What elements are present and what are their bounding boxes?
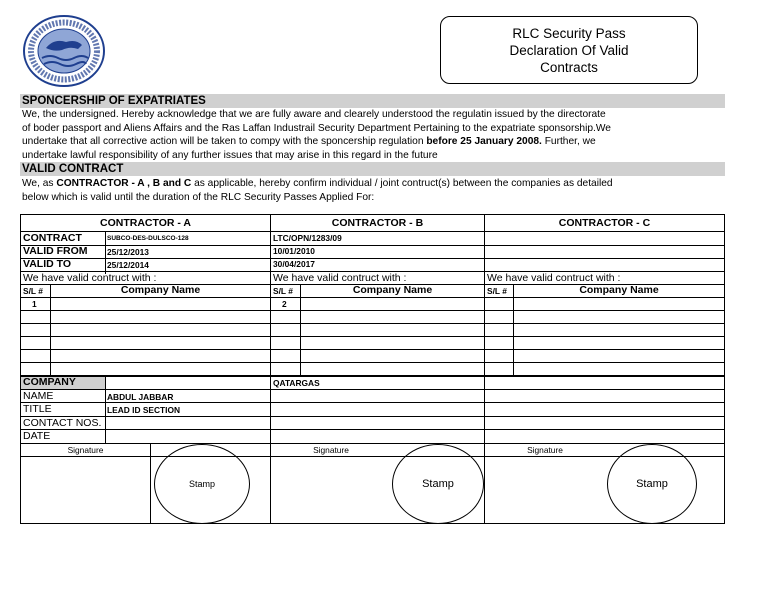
date-label: DATE — [23, 430, 51, 442]
company-label: COMPANY — [23, 376, 76, 388]
contractor-a-valid-from: 25/12/2013 — [107, 247, 149, 257]
title-line-2: Declaration Of Valid — [509, 42, 629, 58]
title-line-3: Contracts — [540, 59, 598, 75]
contractor-b-company: QATARGAS — [273, 378, 320, 388]
sponsorship-paragraph — [22, 108, 722, 162]
signature-label-c: Signature — [527, 445, 563, 455]
stamp-c: Stamp — [607, 444, 697, 524]
form-title-box — [440, 16, 698, 84]
sl-header-c: S/L # — [487, 286, 507, 296]
valid-with-a: We have valid contruct with : — [23, 272, 157, 284]
name-label: NAME — [23, 390, 54, 402]
stamp-a: Stamp — [154, 444, 250, 524]
contractor-b-header: CONTRACTOR - B — [331, 217, 424, 229]
company-name-header-b: Company Name — [352, 284, 433, 296]
valid-contract-paragraph — [22, 177, 722, 204]
contractor-a-header: CONTRACTOR - A — [100, 217, 191, 229]
contractor-c-header: CONTRACTOR - C — [558, 217, 651, 229]
para-line: below which is valid until the duration of the RLC Security Passes Applied For: — [22, 191, 375, 203]
contract-table — [20, 214, 725, 524]
sl-value-a: 1 — [32, 299, 37, 309]
section-heading-valid-contract: VALID CONTRACT — [20, 162, 725, 176]
para-line: undertake lawful responsibility of any further issues that may arise in this regard in the future — [22, 149, 438, 161]
contractor-a-contract: SUBCO-DES-DULSCO-128 — [107, 235, 189, 242]
valid-from-label: VALID FROM — [23, 245, 88, 257]
contact-label: CONTACT NOS. — [23, 417, 102, 429]
contractor-a-name: ABDUL JABBAR — [107, 392, 174, 402]
sl-header-a: S/L # — [23, 286, 43, 296]
para-line: We, the undersigned. Hereby acknowledge that we are fully aware and clearely understood the regulatin issued by the directorate — [22, 109, 606, 120]
company-name-header-a: Company Name — [120, 284, 201, 296]
contractor-a-valid-to: 25/12/2014 — [107, 260, 149, 270]
company-name-header-c: Company Name — [579, 284, 659, 296]
signature-label-a: Signature — [67, 445, 104, 455]
section-heading-sponsorship: SPONCERSHIP OF EXPATRIATES — [20, 94, 725, 108]
contract-label: CONTRACT — [23, 232, 82, 244]
signature-label-b: Signature — [313, 445, 349, 455]
para-line: of boder passport and Aliens Affairs and the Ras Laffan Industrail Security Department Pertaining to the expatriate sponsorship.We — [22, 122, 611, 134]
para-line: undertake that all corrective action will be taken to compy with the sponcership regulation before 25 January 2008. Further, we — [22, 136, 596, 147]
sl-value-b: 2 — [282, 299, 287, 309]
sl-header-b: S/L # — [273, 286, 293, 296]
contractor-b-valid-from: 10/01/2010 — [273, 246, 315, 256]
rlc-logo — [22, 14, 106, 88]
contractor-b-contract: LTC/OPN/1283/09 — [273, 233, 342, 243]
stamp-b: Stamp — [392, 444, 484, 524]
valid-with-c: We have valid contruct with : — [487, 272, 621, 284]
valid-with-b: We have valid contruct with : — [273, 272, 407, 284]
valid-to-label: VALID TO — [23, 258, 72, 270]
contractor-a-title: LEAD ID SECTION — [107, 405, 181, 415]
para-line: We, as CONTRACTOR - A , B and C as applicable, hereby confirm individual / joint contruct(s) between the companies as detailed — [22, 178, 613, 189]
title-label: TITLE — [23, 403, 52, 415]
contractor-b-valid-to: 30/04/2017 — [273, 259, 315, 269]
title-line-1: RLC Security Pass — [512, 25, 626, 41]
